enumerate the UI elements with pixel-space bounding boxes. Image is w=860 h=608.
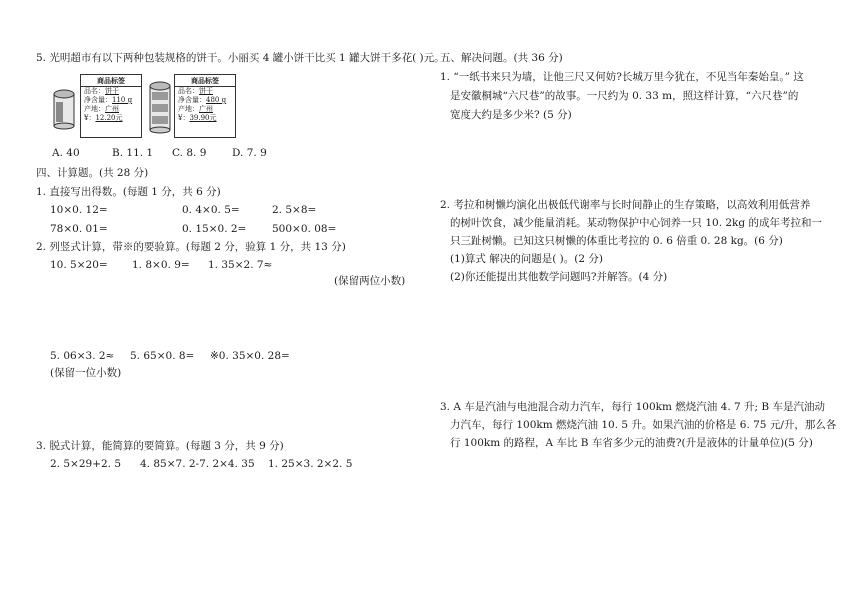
q2-title: 2. 列竖式计算，带※的要验算。(每题 2 分，验算 1 分，共 13 分): [36, 241, 346, 253]
q2-note: (保留两位小数): [334, 275, 406, 287]
q2-note: (保留一位小数): [50, 367, 122, 379]
q3-item: 1. 25×3. 2×2. 5: [268, 458, 353, 470]
q3-item: 2. 5×29+2. 5: [50, 458, 122, 470]
p3-line: 3. A 车是汽油与电池混合动力汽车，每行 100km 燃烧汽油 4. 7 升; B 车是汽油动: [440, 401, 825, 413]
q2-item: 5. 65×0. 8=: [130, 350, 195, 362]
p2-line: 2. 考拉和树懒均演化出极低代谢率与长时间静止的生存策略，以高效利用低营养: [440, 199, 811, 211]
q1-item: 0. 15×0. 2=: [182, 223, 247, 235]
q3-title: 3. 脱式计算，能简算的要简算。(每题 3 分，共 9 分): [36, 440, 284, 452]
option-b: B. 11. 1: [112, 147, 154, 159]
q2-item: 5. 06×3. 2≈: [50, 350, 115, 362]
q1-title: 1. 直接写出得数。(每题 1 分，共 6 分): [36, 186, 221, 198]
q3-item: 4. 85×7. 2-7. 2×4. 35: [140, 458, 255, 470]
section5-title: 五、解决问题。(共 36 分): [440, 52, 563, 64]
p1-line: 是安徽桐城“六尺巷”的故事。一尺约为 0. 33 m，照这样计算，“六尺巷”的: [450, 90, 799, 102]
p3-line: 力汽车，每行 100km 燃烧汽油 10. 5 升。如果汽油的价格是 6. 75 元/升，那么各: [450, 419, 837, 431]
big-biscuit-can-image: [148, 80, 172, 134]
option-d: D. 7. 9: [232, 147, 267, 159]
q1-item: 0. 4×0. 5=: [182, 204, 240, 216]
p2-line: (1)算式 解决的问题是( )。(2 分): [450, 253, 603, 265]
q1-item: 500×0. 08=: [272, 223, 337, 235]
small-biscuit-can-image: [52, 88, 76, 130]
small-product-label: 商品标签 品名：饼干 净含量：110 g 产地：广州 ¥：12.20元: [80, 74, 142, 138]
p2-line: 的树叶饮食，减少能量消耗。某动物保护中心饲养一只 10. 2kg 的成年考拉和一: [450, 217, 822, 229]
q2-item: 10. 5×20=: [50, 259, 108, 271]
option-a: A. 40: [52, 147, 80, 159]
label-title: 商品标签: [175, 75, 235, 87]
section4-title: 四、计算题。(共 28 分): [36, 167, 149, 179]
p1-line: 1. “一纸书来只为墙，让他三尺又何妨?长城万里今犹在，不见当年秦始皇。” 这: [440, 71, 804, 83]
label-title: 商品标签: [81, 75, 141, 87]
p2-line: 只三趾树懒。已知这只树懒的体重比考拉的 0. 6 倍重 0. 28 kg。(6 分): [450, 235, 783, 247]
p1-line: 宽度大约是多少米? (5 分): [450, 109, 572, 121]
q2-item: ※0. 35×0. 28=: [210, 350, 290, 362]
option-c: C. 8. 9: [172, 147, 207, 159]
q1-item: 78×0. 01=: [50, 223, 108, 235]
p3-line: 行 100km 的路程，A 车比 B 车省多少元的油费?(升是液体的计量单位)(5 分): [450, 437, 813, 449]
q2-item: 1. 8×0. 9=: [132, 259, 190, 271]
q1-item: 10×0. 12=: [50, 204, 108, 216]
p2-line: (2)你还能提出其他数学问题吗?并解答。(4 分): [450, 271, 668, 283]
q2-item: 1. 35×2. 7≈: [208, 259, 273, 271]
q5-text: 5. 光明超市有以下两种包装规格的饼干。小丽买 4 罐小饼干比买 1 罐大饼干多花( )元。: [36, 52, 445, 64]
q1-item: 2. 5×8=: [272, 204, 317, 216]
big-product-label: 商品标签 品名：饼干 净含量：480 g 产地：广州 ¥：39.90元: [174, 74, 236, 138]
